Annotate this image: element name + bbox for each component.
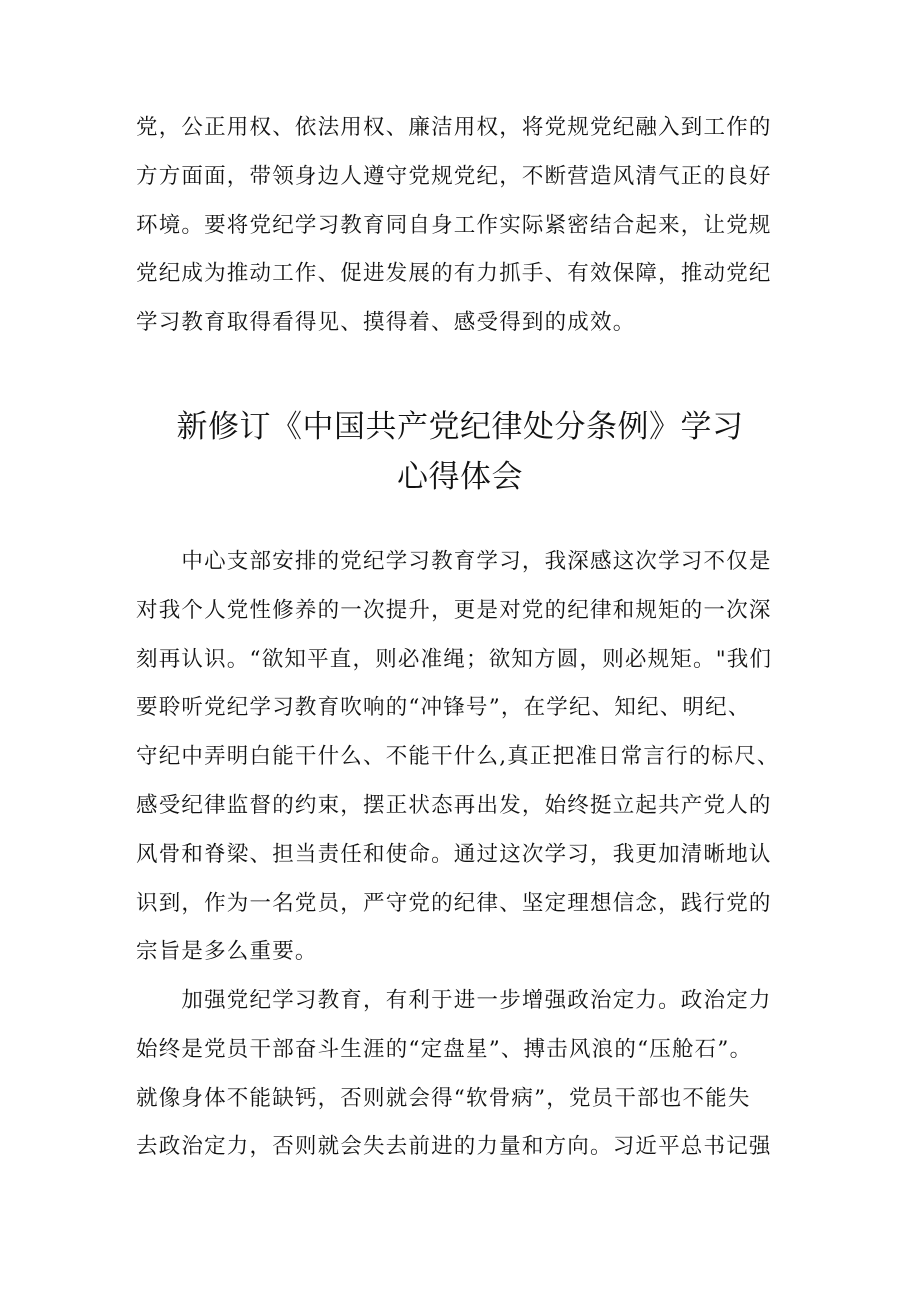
intro-line-1: 党，公正用权、依法用权、廉洁用权，将党规党纪融入到工作的: [136, 115, 772, 140]
p2-line-3: 就像身体不能缺钙，否则就会得“软骨病”，党员干部也不能失: [136, 1085, 751, 1111]
intro-line-5: 学习教育取得看得见、摸得着、感受得到的成效。: [136, 310, 636, 336]
intro-line-3: 环境。要将党纪学习教育同自身工作实际紧密结合起来，让党规: [136, 212, 772, 238]
p1-line-7: 风骨和脊梁、担当责任和使命。通过这次学习，我更加清晰地认: [136, 841, 772, 867]
p2-line-2: 始终是党员干部奋斗生涯的“定盘星”、搏击风浪的“压舱石”。: [136, 1036, 753, 1062]
body-paragraph-2: [136, 977, 788, 1172]
intro-line-4: 党纪成为推动工作、促进发展的有力抓手、有效保障，推动党纪: [136, 261, 772, 287]
intro-paragraph: [136, 104, 788, 348]
p1-line-2: 对我个人党性修养的一次提升，更是对党的纪律和规矩的一次深: [136, 597, 772, 623]
document-title: [100, 402, 820, 502]
p1-line-5: 守纪中弄明白能干什么、不能干什么,真正把准日常言行的标尺、: [136, 744, 780, 770]
p1-line-6: 感受纪律监督的约束，摆正状态再出发，始终挺立起共产党人的: [136, 792, 772, 818]
p1-line-4: 要聆听党纪学习教育吹响的“冲锋号”，在学纪、知纪、明纪、: [136, 695, 751, 721]
p2-line-4: 去政治定力，否则就会失去前进的力量和方向。习近平总书记强: [136, 1134, 772, 1160]
body-paragraph-1: [136, 538, 788, 977]
p1-line-9: 宗旨是多么重要。: [136, 939, 318, 965]
title-line-2: 心得体会: [397, 459, 523, 495]
p2-line-1: 加强党纪学习教育，有利于进一步增强政治定力。政治定力: [136, 988, 772, 1013]
intro-line-2: 方方面面，带领身边人遵守党规党纪，不断营造风清气正的良好: [136, 163, 772, 189]
p1-line-3: 刻再认识。“欲知平直，则必准绳；欲知方圆，则必规矩。"我们: [136, 646, 773, 672]
p1-line-1: 中心支部安排的党纪学习教育学习，我深感这次学习不仅是: [136, 549, 772, 574]
title-line-1: 新修订《中国共产党纪律处分条例》学习: [176, 409, 744, 445]
p1-line-8: 识到，作为一名党员，严守党的纪律、坚定理想信念，践行党的: [136, 890, 772, 916]
